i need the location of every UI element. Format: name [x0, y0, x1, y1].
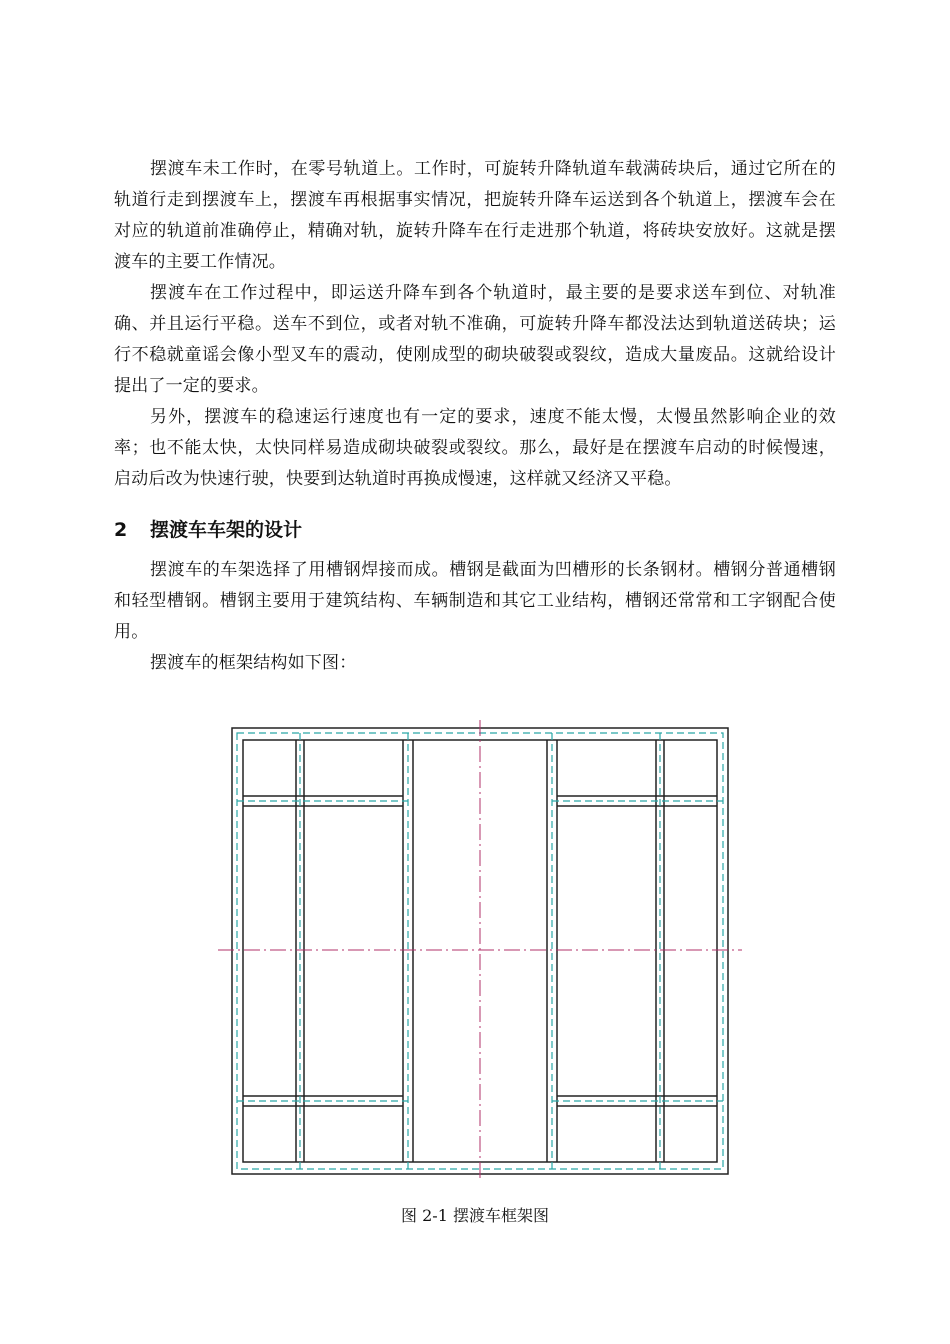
paragraph-5: 摆渡车的框架结构如下图：	[150, 653, 357, 673]
paragraph-2: 摆渡车在工作过程中，即运送升降车到各个轨道时，最主要的是要求送车到位、对轨准确、并且运行平稳。送车不到位，或者对轨不准确，可旋转升降车都没法达到轨道送砖块；运行不稳就童谣会像小型叉车的震动，使刚成型的砌块破裂或裂纹，造成大量废品。这就给设计提出了一定的要求。	[114, 283, 836, 396]
document-body	[114, 154, 836, 679]
frame-outer-border	[232, 728, 728, 1174]
figure-caption: 图 2-1 摆渡车框架图	[401, 1206, 549, 1225]
paragraph-1: 摆渡车未工作时，在零号轨道上。工作时，可旋转升降轨道车载满砖块后，通过它所在的轨道行走到摆渡车上，摆渡车再根据事实情况，把旋转升降车运送到各个轨道上，摆渡车会在对应的轨道前准确停止，精确对轨，旋转升降车在行走进那个轨道，将砖块安放好。这就是摆渡车的主要工作情况。	[114, 159, 836, 272]
section-heading	[114, 515, 836, 545]
frame-drawing	[210, 716, 750, 1186]
section-title: 摆渡车车架的设计	[150, 519, 303, 541]
section-number: 2	[114, 519, 128, 541]
paragraph-4: 摆渡车的车架选择了用槽钢焊接而成。槽钢是截面为凹槽形的长条钢材。槽钢分普通槽钢和轻型槽钢。槽钢主要用于建筑结构、车辆制造和其它工业结构，槽钢还常常和工字钢配合使用。	[114, 560, 836, 642]
paragraph-3: 另外，摆渡车的稳速运行速度也有一定的要求，速度不能太慢，太慢虽然影响企业的效率；也不能太快，太快同样易造成砌块破裂或裂纹。那么，最好是在摆渡车启动的时候慢速，启动后改为快速行驶，快要到达轨道时再换成慢速，这样就又经济又平稳。	[114, 407, 836, 489]
